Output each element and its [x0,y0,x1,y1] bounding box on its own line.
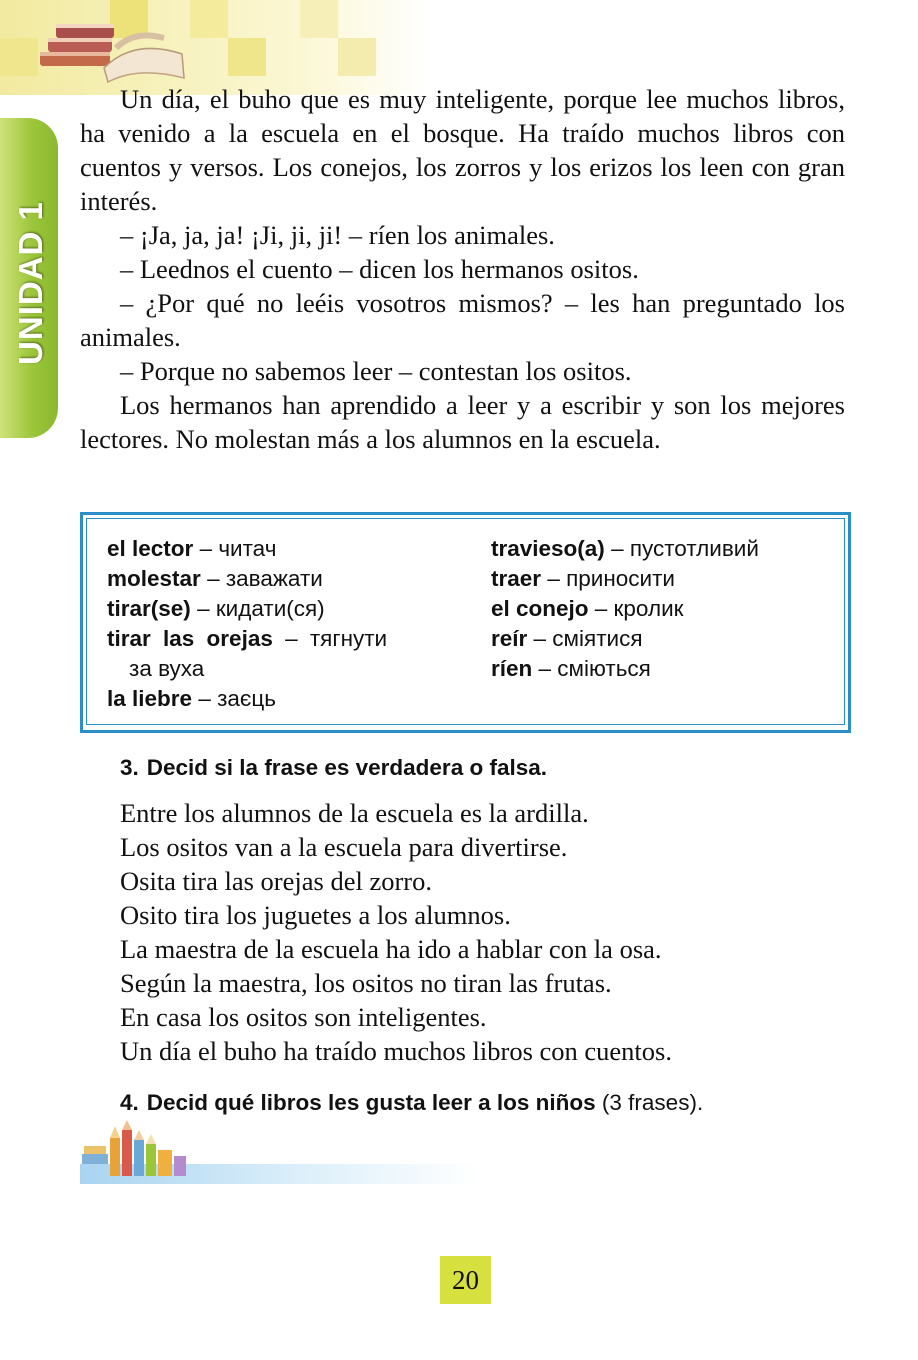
books-icon [34,8,194,88]
reading-paragraph: Un día, el buho que es muy inteligente, porque lee muchos libros, ha venido a la escuela en el bosque. Ha traído muchos libros con cuentos y versos. Los conejos, los zorros y los erizos los leen con gran interés. [80,84,845,216]
vocabulary-continuation: за вуха [129,656,205,681]
vocabulary-entry [107,594,447,624]
statement-item: Un día el buho ha traído muchos libros con cuentos. [120,1036,672,1066]
vocabulary-term: molestar [107,566,201,591]
vocabulary-term: el lector [107,536,194,561]
header-decoration [0,0,440,95]
unit-tab-label: UNIDAD 1 [12,201,49,365]
vocabulary-inner [86,518,845,725]
statement-item: Osita tira las orejas del zorro. [120,866,432,896]
vocabulary-entry [491,594,821,624]
vocabulary-translation: – тягнути [285,626,388,651]
exercise-number: 4. [120,1090,139,1115]
vocabulary-entry [107,564,447,594]
dialogue-line: – ¡Ja, ja, ja! ¡Ji, ji, ji! – ríen los animales. [120,220,555,250]
vocabulary-term: traer [491,566,542,591]
statement-item: La maestra de la escuela ha ido a hablar con la osa. [120,934,662,964]
vocabulary-translation: – пустотливий [611,536,759,561]
vocabulary-entry [107,684,447,714]
statement-item: Según la maestra, los ositos no tiran las frutas. [120,968,612,998]
vocabulary-term: reír [491,626,528,651]
vocabulary-column-left [107,534,447,714]
exercise-4-heading [120,1090,703,1116]
vocabulary-term: el conejo [491,596,589,621]
vocabulary-term: travieso(a) [491,536,605,561]
exercise-3-heading [120,755,547,781]
statement-item: Los ositos van a la escuela para divertirse. [120,832,568,862]
reading-text [80,82,845,456]
vocabulary-translation: – кролик [594,596,684,621]
exercise-title: Decid qué libros les gusta leer a los niños [146,1090,596,1115]
statement-item: Osito tira los juguetes a los alumnos. [120,900,511,930]
vocabulary-term: tirar las orejas [107,626,273,651]
exercise-number: 3. [120,755,139,780]
exercise-title: Decid si la frase es verdadera o falsa. [146,755,547,780]
exercise-3-statements [120,796,840,1068]
vocabulary-translation: – кидати(ся) [197,596,325,621]
vocabulary-translation: – сміятися [533,626,643,651]
vocabulary-box [80,512,851,733]
vocabulary-translation: – читач [199,536,277,561]
statement-item: En casa los ositos son inteligentes. [120,1002,487,1032]
vocabulary-column-right [491,534,821,684]
vocabulary-translation: – приносити [547,566,675,591]
vocabulary-translation: – сміються [538,656,651,681]
vocabulary-translation: – заважати [207,566,323,591]
exercise-note: (3 frases). [601,1090,704,1115]
vocabulary-entry [491,624,821,654]
vocabulary-entry [491,654,821,684]
reading-paragraph: Los hermanos han aprendido a leer y a escribir y son los mejores lectores. No molestan más a los alumnos en la escuela. [80,390,845,454]
dialogue-line: – ¿Por qué no leéis vosotros mismos? – les han preguntado los animales. [80,288,845,352]
footer-decoration [80,1120,480,1186]
vocabulary-translation: – заєць [198,686,276,711]
dialogue-line: – Porque no sabemos leer – contestan los ositos. [120,356,632,386]
vocabulary-entry [107,624,447,654]
vocabulary-entry [491,534,821,564]
vocabulary-term: la liebre [107,686,193,711]
vocabulary-term: tirar(se) [107,596,191,621]
vocabulary-entry [491,564,821,594]
vocabulary-entry [107,534,447,564]
page-number: 20 [440,1256,491,1304]
dialogue-line: – Leednos el cuento – dicen los hermanos ositos. [120,254,639,284]
statement-item: Entre los alumnos de la escuela es la ardilla. [120,798,589,828]
pencils-icon [80,1120,200,1182]
vocabulary-term: ríen [491,656,533,681]
